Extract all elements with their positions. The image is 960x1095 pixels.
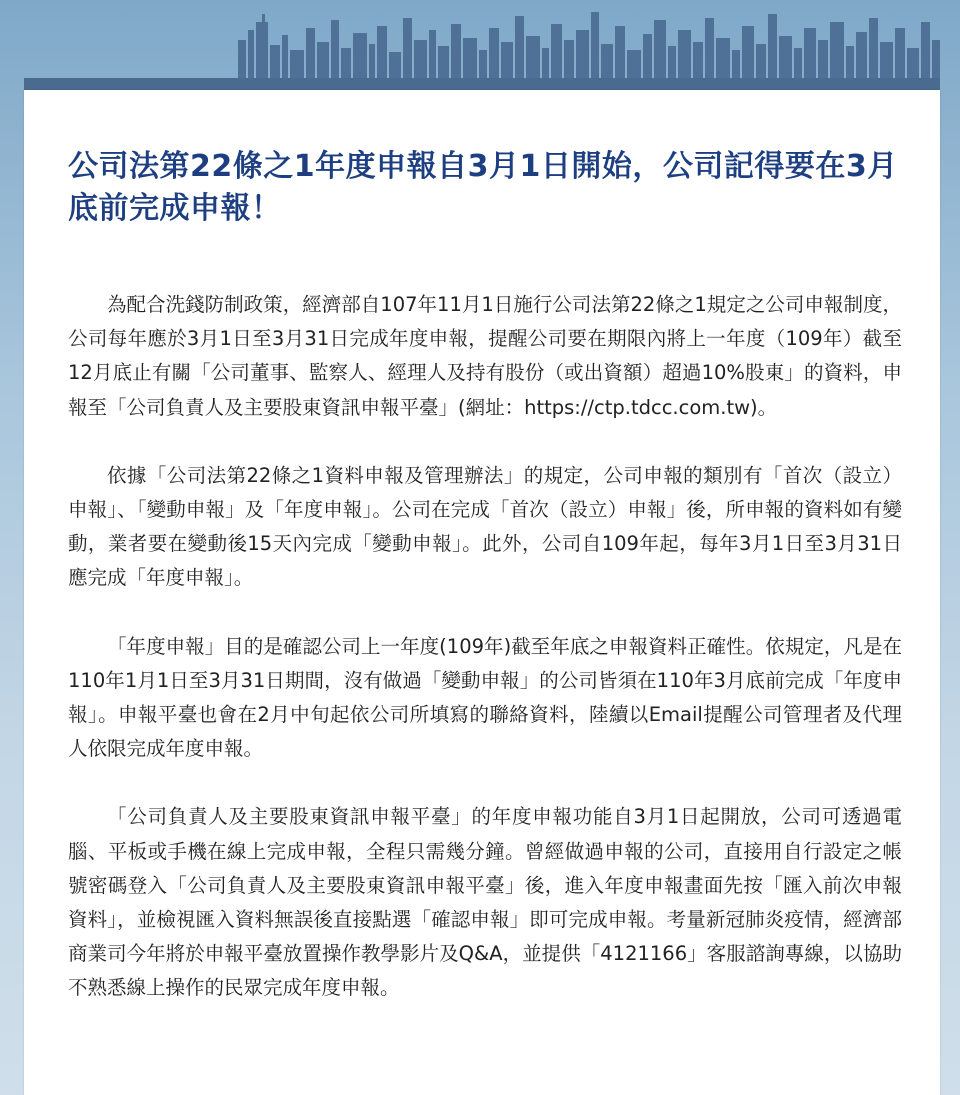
city-skyline-banner bbox=[0, 0, 960, 95]
article-paragraph-1: 為配合洗錢防制政策，經濟部自107年11月1日施行公司法第22條之1規定之公司申報制度，公司每年應於3月1日至3月31日完成年度申報，提醒公司要在期限內將上一年度（109年）截至12月底止有關「公司董事、監察人、經理人及持有股份（或出資額）超過10%股東」的資料，申報至「公司負責人及主要股東資訊申報平臺」(網址：https://ctp.tdcc.com.tw)。 bbox=[68, 293, 902, 419]
article-paragraph-3: 「年度申報」目的是確認公司上一年度(109年)截至年底之申報資料正確性。依規定，凡是在110年1月1日至3月31日期間，沒有做過「變動申報」的公司皆須在110年3月底前完成「年度申報」。申報平臺也會在2月中旬起依公司所填寫的聯絡資料，陸續以Email提醒公司管理者及代理人依限完成年度申報。 bbox=[68, 634, 902, 761]
article-paragraph-2: 依據「公司法第22條之1資料申報及管理辦法」的規定，公司申報的類別有「首次（設立）申報」、「變動申報」及「年度申報」。公司在完成「首次（設立）申報」後，所申報的資料如有變動，業者要在變動後15天內完成「變動申報」。此外，公司自109年起，每年3月1日至3月31日應完成「年度申報」。 bbox=[68, 463, 902, 590]
article-title: 公司法第22條之1年度申報自3月1日開始，公司記得要在3月底前完成申報！ bbox=[68, 149, 898, 226]
article-card bbox=[24, 90, 940, 1095]
article-paragraph-4: 「公司負責人及主要股東資訊申報平臺」的年度申報功能自3月1日起開放，公司可透過電腦、平板或手機在線上完成申報，全程只需幾分鐘。曾經做過申報的公司，直接用自行設定之帳號密碼登入「公司負責人及主要股東資訊申報平臺」後，進入年度申報畫面先按「匯入前次申報資料」，並檢視匯入資料無誤後直接點選「確認申報」即可完成申報。考量新冠肺炎疫情，經濟部商業司今年將於申報平臺放置操作教學影片及Q&A，並提供「4121166」客服諮詢專線，以協助不熟悉線上操作的民眾完成年度申報。 bbox=[68, 805, 902, 1000]
